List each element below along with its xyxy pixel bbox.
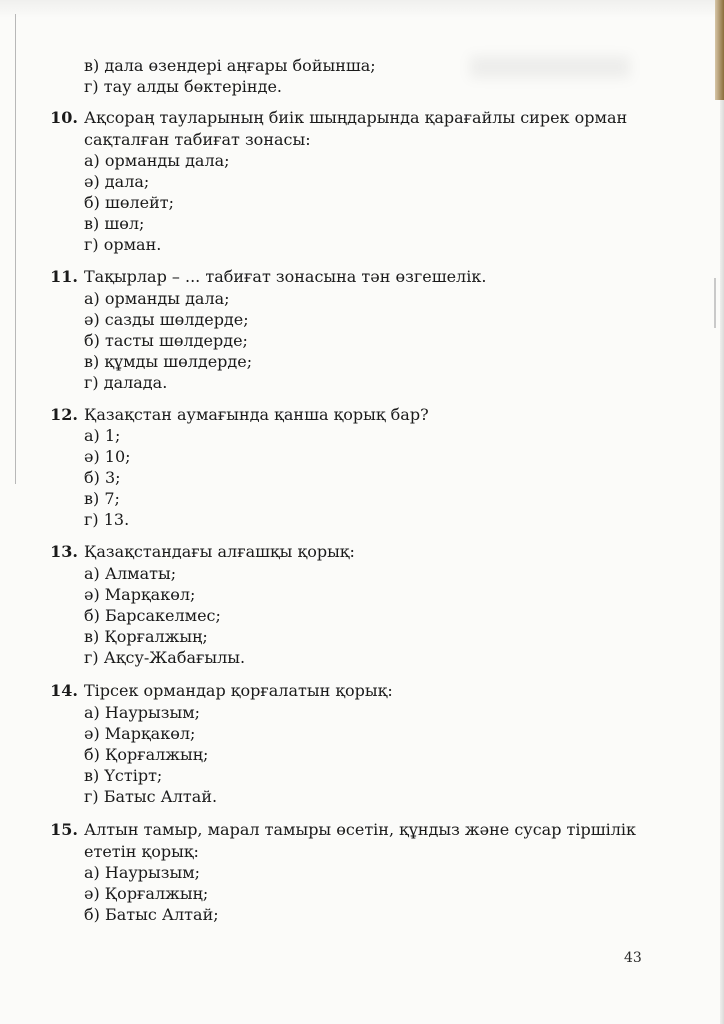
page-edge-lower — [720, 100, 724, 1024]
option: в) шөл; — [84, 214, 145, 233]
question-text: Алтын тамыр, марал тамыры өсетін, құндыз және сусар тіршілік — [84, 820, 637, 839]
scan-shadow — [0, 0, 724, 18]
option: в) 7; — [84, 489, 120, 508]
option: а) орманды дала; — [84, 151, 230, 170]
option: ә) 10; — [84, 447, 131, 466]
question-number: 12. — [50, 405, 78, 424]
option: б) 3; — [84, 468, 121, 487]
option: б) Барсакелмес; — [84, 606, 221, 625]
edge-mark — [714, 278, 716, 328]
question-number: 14. — [50, 681, 78, 700]
option: ә) Марқакөл; — [84, 585, 196, 604]
option: а) 1; — [84, 426, 121, 445]
option: г) далада. — [84, 373, 168, 392]
question-number: 15. — [50, 820, 78, 839]
page-edge — [715, 0, 724, 100]
option: ә) Марқакөл; — [84, 724, 196, 743]
option: г) Батыс Алтай. — [84, 787, 218, 806]
question-number: 10. — [50, 108, 78, 127]
question-text: Тірсек ормандар қорғалатын қорық: — [84, 681, 393, 700]
option: а) Наурызым; — [84, 863, 201, 882]
question-text: Ақсораң тауларының биік шыңдарында қарағайлы сирек орман — [84, 108, 628, 127]
option: ә) дала; — [84, 172, 150, 191]
question-text: Қазақстан аумағында қанша қорық бар? — [84, 405, 429, 424]
left-margin-line — [15, 14, 16, 484]
question-text: ететін қорық: — [84, 842, 199, 861]
option: г) тау алды бөктерінде. — [84, 77, 282, 96]
option: в) Қорғалжың; — [84, 627, 208, 646]
option: б) Батыс Алтай; — [84, 905, 219, 924]
option: а) Наурызым; — [84, 703, 201, 722]
option: ә) сазды шөлдерде; — [84, 310, 249, 329]
option: б) шөлейт; — [84, 193, 175, 212]
page-number: 43 — [624, 950, 642, 966]
option: ә) Қорғалжың; — [84, 884, 209, 903]
option: в) Үстірт; — [84, 766, 163, 785]
question-text: Тақырлар – ... табиғат зонасына тән өзгешелік. — [84, 267, 487, 286]
question-number: 11. — [50, 267, 78, 286]
option: а) Алматы; — [84, 564, 177, 583]
option: б) Қорғалжың; — [84, 745, 209, 764]
option: а) орманды дала; — [84, 289, 230, 308]
option: б) тасты шөлдерде; — [84, 331, 248, 350]
question-text: сақталған табиғат зонасы: — [84, 130, 311, 149]
question-number: 13. — [50, 542, 78, 561]
option: г) орман. — [84, 235, 162, 254]
show-through — [470, 56, 630, 78]
option: в) дала өзендері аңғары бойынша; — [84, 56, 376, 75]
option: г) 13. — [84, 510, 130, 529]
option: в) құмды шөлдерде; — [84, 352, 253, 371]
option: г) Ақсу-Жабағылы. — [84, 648, 246, 667]
question-text: Қазақстандағы алғашқы қорық: — [84, 542, 355, 561]
